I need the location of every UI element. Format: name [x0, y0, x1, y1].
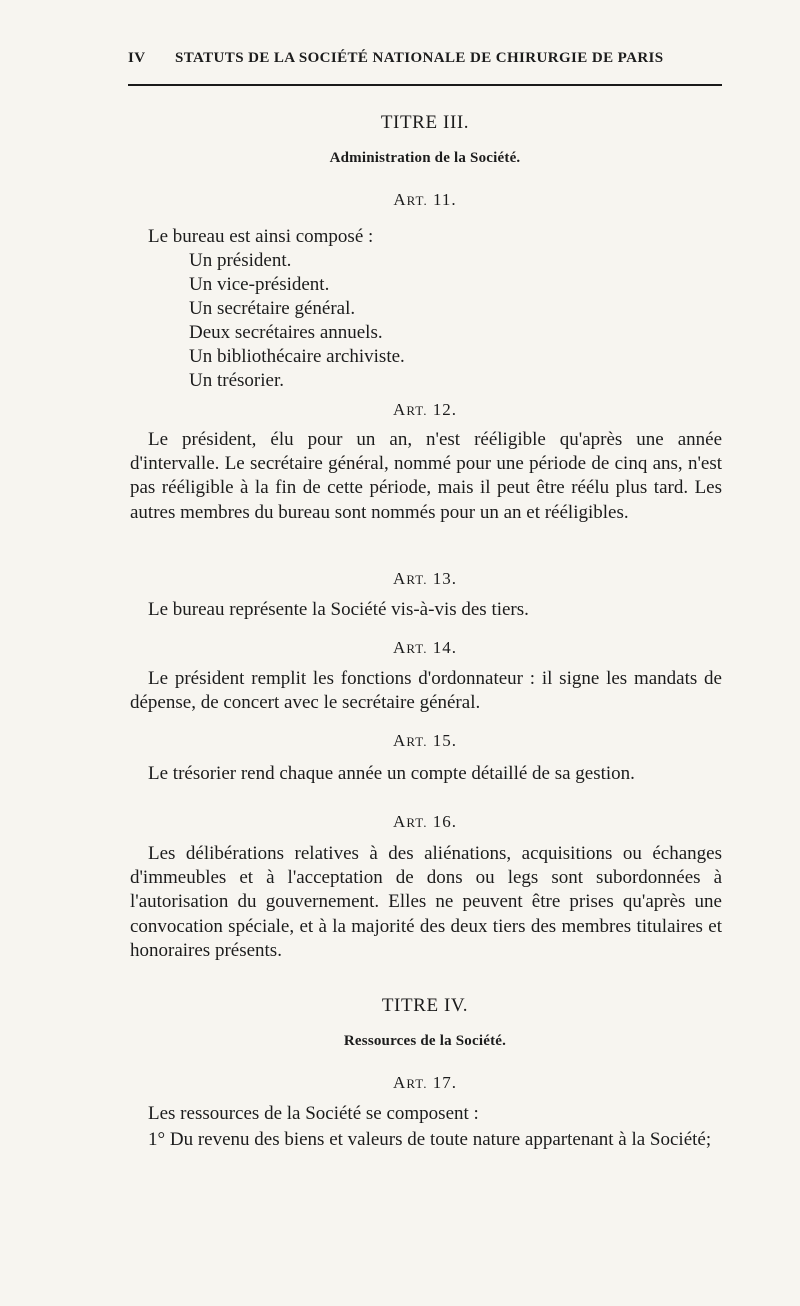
titre-3-heading: TITRE III. — [380, 112, 470, 133]
article-12-label: ART. 12. — [393, 400, 457, 419]
titre-4-subheading: Ressources de la Société. — [343, 1033, 507, 1049]
article-16-text: Les délibérations relatives à des aliénations, acquisitions ou échanges d'immeubles et à l'acceptation de dons ou legs sont subordonnées à l'autorisation du gouvernement. Elles ne peuvent être prises qu'après une convocation spéciale, et à la majorité des deux tiers des membres titulaires et honoraires présents. — [130, 843, 722, 961]
article-17-item-1: 1° Du revenu des biens et valeurs de toute nature appartenant à la Société; — [148, 1129, 712, 1150]
article-13-label: ART. 13. — [393, 569, 457, 588]
article-17-intro: Les ressources de la Société se composent : — [148, 1103, 479, 1124]
bureau-member-item: Un trésorier. — [189, 370, 284, 391]
article-13-text: Le bureau représente la Société vis-à-vis des tiers. — [148, 599, 529, 620]
running-head — [128, 50, 722, 70]
article-11-intro: Le bureau est ainsi composé : — [148, 226, 374, 247]
titre-3-subheading: Administration de la Société. — [329, 150, 521, 166]
article-11-label: ART. 11. — [393, 190, 457, 209]
article-15-label: ART. 15. — [393, 731, 457, 750]
article-15-text: Le trésorier rend chaque année un compte détaillé de sa gestion. — [148, 763, 635, 784]
running-title: STATUTS DE LA SOCIÉTÉ NATIONALE DE CHIRURGIE DE PARIS — [175, 50, 664, 66]
page-number: IV — [128, 50, 146, 66]
bureau-member-item: Deux secrétaires annuels. — [189, 322, 383, 343]
article-16-label: ART. 16. — [393, 812, 457, 831]
article-14-label: ART. 14. — [393, 638, 457, 657]
titre-4-heading: TITRE IV. — [381, 995, 469, 1016]
bureau-member-item: Un président. — [189, 250, 292, 271]
bureau-member-item: Un secrétaire général. — [189, 298, 356, 319]
bureau-member-item: Un bibliothécaire archiviste. — [189, 346, 405, 367]
bureau-member-item: Un vice-président. — [189, 274, 330, 295]
header-rule — [128, 84, 722, 86]
article-12-text: Le président, élu pour un an, n'est rééligible qu'après une année d'intervalle. Le secrétaire général, nommé pour une période de cinq ans, n'est pas rééligible à la fin de cette période, mais il peut être réélu plus tard. Les autres membres du bureau sont nommés pour un an et rééligibles. — [130, 429, 722, 523]
article-17-label: ART. 17. — [393, 1073, 457, 1092]
article-14-text: Le président remplit les fonctions d'ordonnateur : il signe les mandats de dépense, de concert avec le secrétaire général. — [130, 668, 722, 714]
